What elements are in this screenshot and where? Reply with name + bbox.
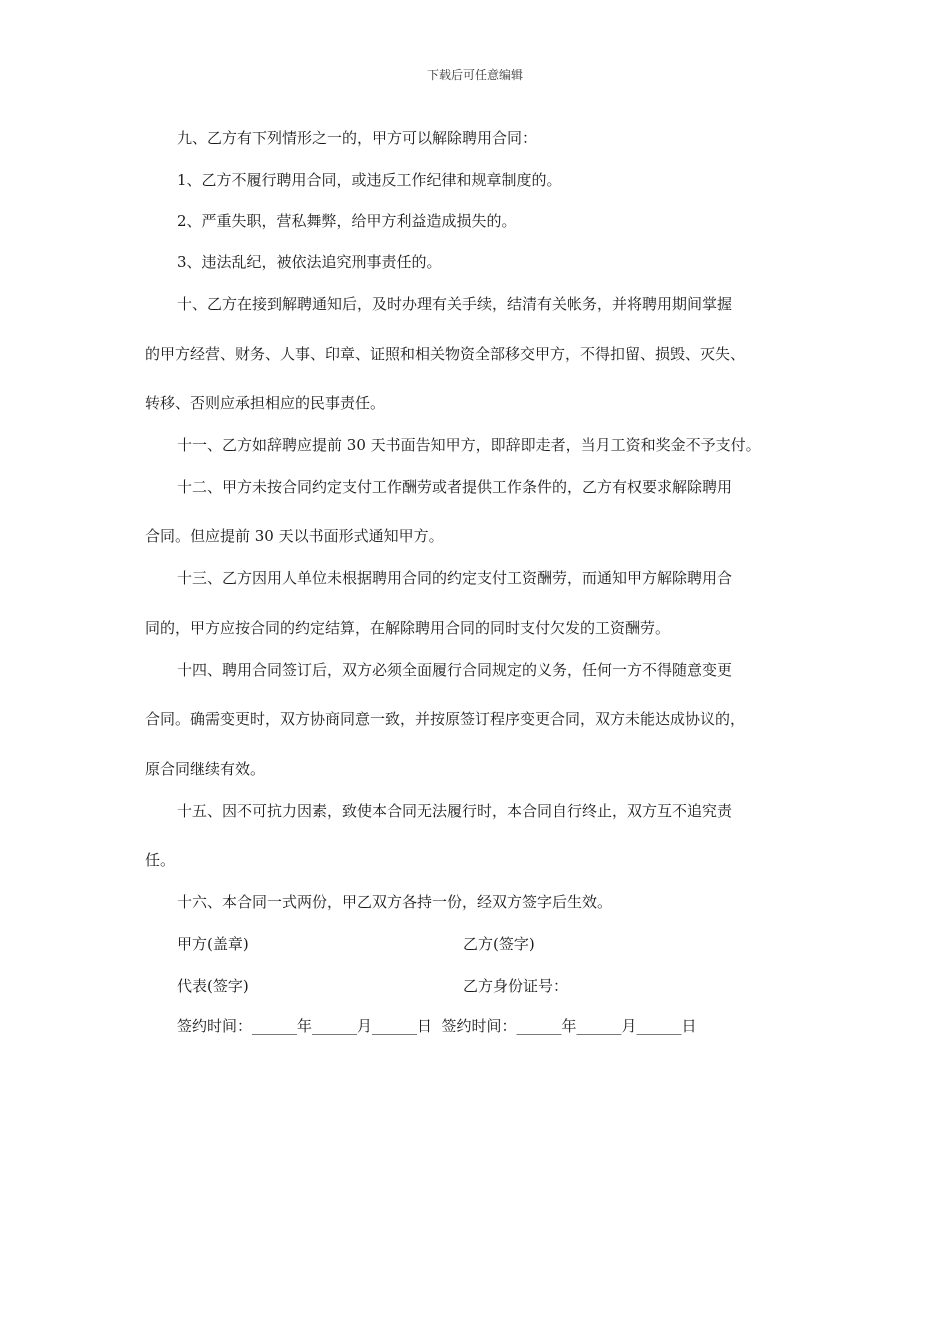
signing-date-line: 签约时间：______年______月______日 签约时间：______年______月______日 <box>177 1017 697 1035</box>
clause-10-line-2: 的甲方经营、财务、人事、印章、证照和相关物资全部移交甲方，不得扣留、损毁、灭失、 <box>145 345 746 363</box>
clause-14-line-2: 合同。确需变更时，双方协商同意一致，并按原签订程序变更合同，双方未能达成协议的， <box>145 710 746 728</box>
clause-9-item-3: 3、违法乱纪，被依法追究刑事责任的。 <box>177 253 442 271</box>
clause-10-line-1: 十、乙方在接到解聘通知后，及时办理有关手续，结清有关帐务，并将聘用期间掌握 <box>177 295 733 313</box>
party-a-seal-label: 甲方(盖章) <box>177 935 249 953</box>
clause-15-line-1: 十五、因不可抗力因素，致使本合同无法履行时，本合同自行终止，双方互不追究责 <box>177 802 733 820</box>
party-b-id-label: 乙方身份证号： <box>463 977 569 995</box>
clause-14-line-1: 十四、聘用合同签订后，双方必须全面履行合同规定的义务，任何一方不得随意变更 <box>177 661 733 679</box>
clause-9-item-2: 2、严重失职，营私舞弊，给甲方利益造成损失的。 <box>177 212 517 230</box>
clause-12-line-1: 十二、甲方未按合同约定支付工作酬劳或者提供工作条件的，乙方有权要求解除聘用 <box>177 478 733 496</box>
clause-14-line-3: 原合同继续有效。 <box>145 760 266 778</box>
clause-13-line-1: 十三、乙方因用人单位未根据聘用合同的约定支付工资酬劳，而通知甲方解除聘用合 <box>177 569 733 587</box>
clause-15-line-2: 任。 <box>145 851 176 869</box>
clause-9-title: 九、乙方有下列情形之一的，甲方可以解除聘用合同： <box>177 129 538 147</box>
clause-16: 十六、本合同一式两份，甲乙双方各持一份，经双方签字后生效。 <box>177 893 613 911</box>
party-b-sign-label: 乙方(签字) <box>463 935 535 953</box>
clause-10-line-3: 转移、否则应承担相应的民事责任。 <box>145 394 386 412</box>
clause-9-item-1: 1、乙方不履行聘用合同，或违反工作纪律和规章制度的。 <box>177 171 562 189</box>
clause-13-line-2: 同的，甲方应按合同的约定结算，在解除聘用合同的同时支付欠发的工资酬劳。 <box>145 619 671 637</box>
clause-11: 十一、乙方如辞聘应提前 30 天书面告知甲方，即辞即走者，当月工资和奖金不予支付。 <box>177 436 761 454</box>
representative-sign-label: 代表(签字) <box>177 977 249 995</box>
clause-12-line-2: 合同。但应提前 30 天以书面形式通知甲方。 <box>145 527 444 545</box>
header-note: 下载后可任意编辑 <box>426 68 523 82</box>
